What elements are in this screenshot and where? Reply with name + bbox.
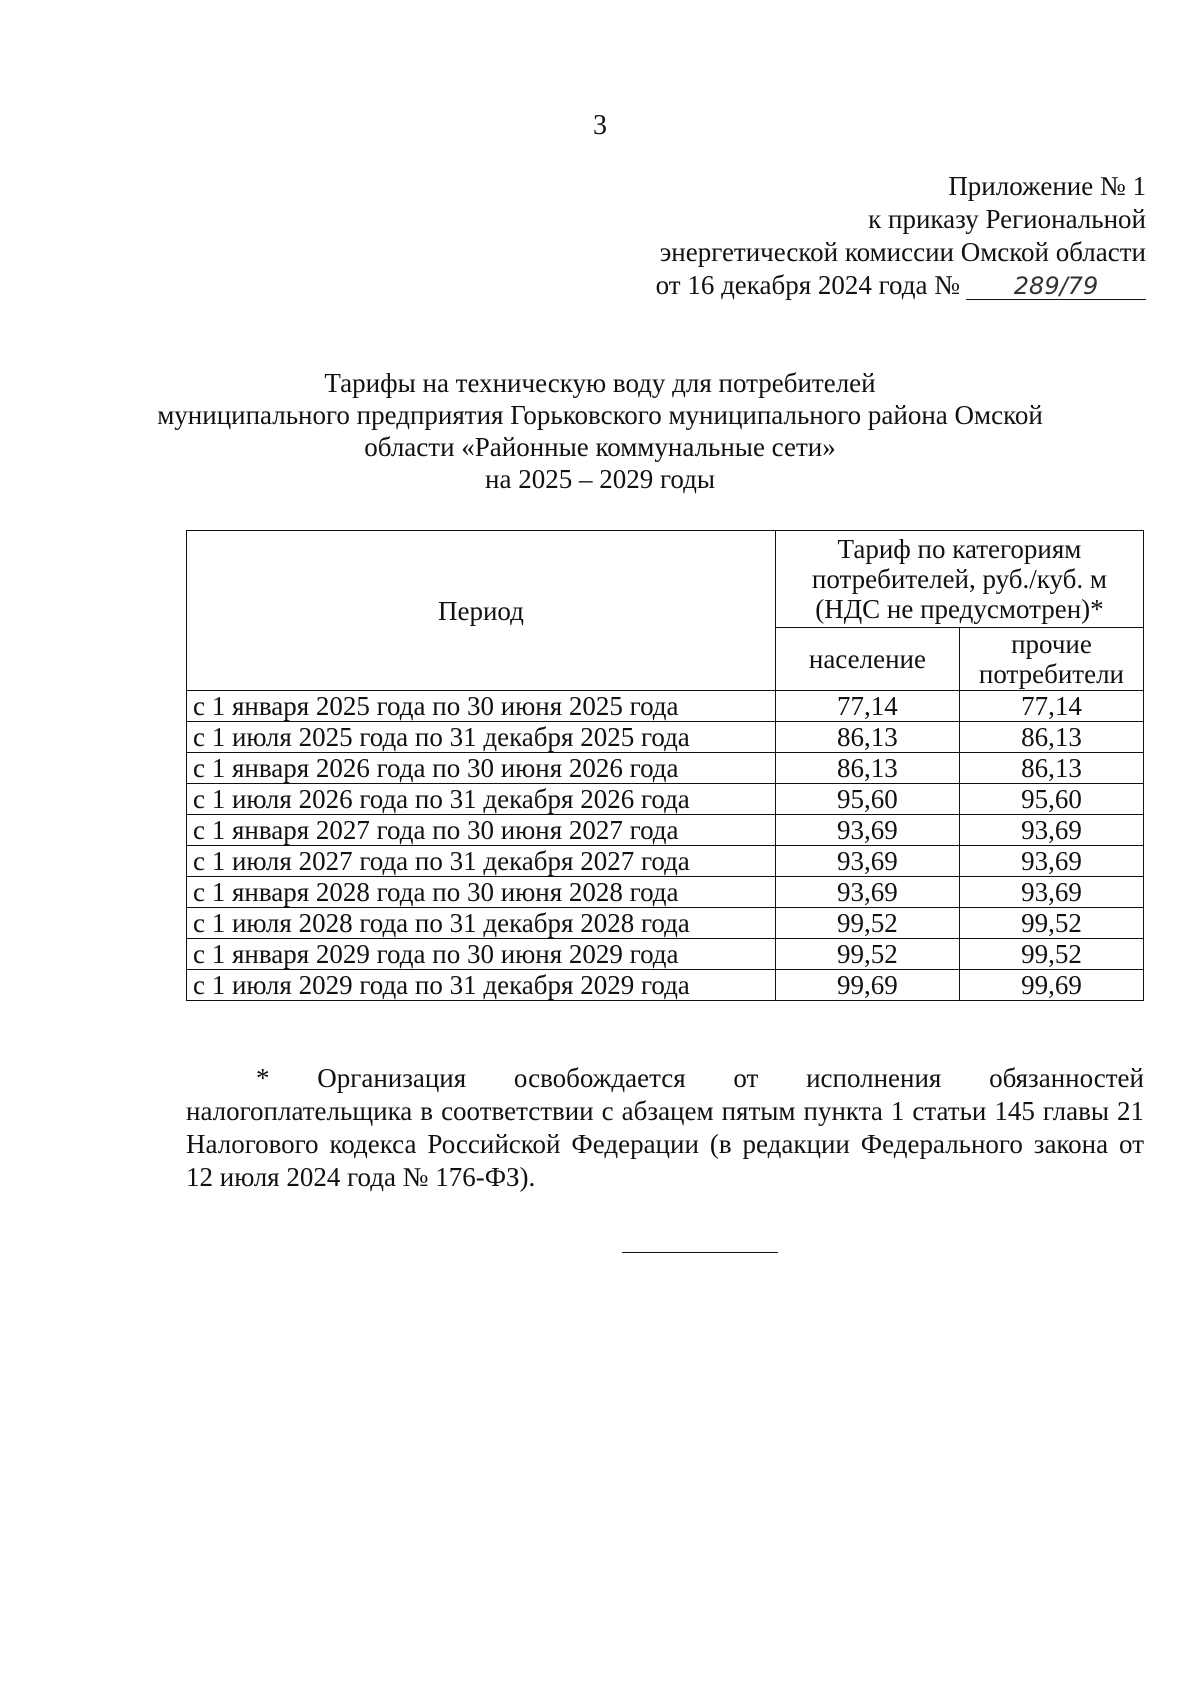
footnote: * Организация освобождается от исполнения обязанностей налогоплательщика в соответствии с абзацем пятым пункта 1 статьи 145 главы 21 Налогового кодекса Российской Федерации (в редакции Федерального закона от 12 июля 2024 года № 176-ФЗ).	[186, 1063, 1144, 1192]
period-cell: с 1 июля 2029 года по 31 декабря 2029 года	[187, 970, 776, 1001]
population-tariff-cell: 93,69	[775, 877, 959, 908]
header-other-consumers: прочие потребители	[959, 628, 1143, 691]
population-tariff-cell: 99,69	[775, 970, 959, 1001]
other-tariff-cell: 95,60	[959, 784, 1143, 815]
population-tariff-cell: 99,52	[775, 908, 959, 939]
other-tariff-cell: 93,69	[959, 877, 1143, 908]
other-tariff-cell: 86,13	[959, 722, 1143, 753]
table-row	[187, 846, 1144, 877]
period-cell: с 1 июля 2026 года по 31 декабря 2026 года	[187, 784, 776, 815]
appendix-date-line	[656, 269, 1146, 302]
population-tariff-cell: 93,69	[775, 846, 959, 877]
population-tariff-cell: 86,13	[775, 753, 959, 784]
period-cell: с 1 июля 2028 года по 31 декабря 2028 года	[187, 908, 776, 939]
other-tariff-cell: 99,69	[959, 970, 1143, 1001]
table-row	[187, 970, 1144, 1001]
other-tariff-cell: 77,14	[959, 691, 1143, 722]
title-line-1: Тарифы на техническую воду для потребителей	[324, 368, 876, 398]
other-tariff-cell: 93,69	[959, 815, 1143, 846]
tariff-table	[186, 530, 1144, 1001]
period-cell: с 1 июля 2025 года по 31 декабря 2025 года	[187, 722, 776, 753]
period-cell: с 1 января 2029 года по 30 июня 2029 года	[187, 939, 776, 970]
other-tariff-cell: 99,52	[959, 908, 1143, 939]
population-tariff-cell: 86,13	[775, 722, 959, 753]
title-line-3: области «Районные коммунальные сети»	[364, 432, 836, 462]
table-row	[187, 877, 1144, 908]
header-population: население	[775, 628, 959, 691]
period-cell: с 1 января 2026 года по 30 июня 2026 года	[187, 753, 776, 784]
population-tariff-cell: 77,14	[775, 691, 959, 722]
table-row	[187, 908, 1144, 939]
other-tariff-cell: 93,69	[959, 846, 1143, 877]
table-row	[187, 753, 1144, 784]
other-tariff-cell: 86,13	[959, 753, 1143, 784]
table-row	[187, 815, 1144, 846]
header-tariff: Тариф по категориям потребителей, руб./куб. м (НДС не предусмотрен)*	[775, 531, 1143, 628]
title-line-4: на 2025 – 2029 годы	[485, 464, 715, 494]
appendix-commission: энергетической комиссии Омской области	[659, 237, 1146, 267]
appendix-title: Приложение № 1	[948, 171, 1146, 201]
period-cell: с 1 января 2028 года по 30 июня 2028 года	[187, 877, 776, 908]
handwritten-order-number: 289/79	[966, 273, 1146, 300]
table-row	[187, 691, 1144, 722]
appendix-order-reference: к приказу Региональной	[868, 204, 1146, 234]
title-line-2: муниципального предприятия Горьковского муниципального района Омской	[157, 400, 1043, 430]
population-tariff-cell: 95,60	[775, 784, 959, 815]
table-row	[187, 939, 1144, 970]
population-tariff-cell: 99,52	[775, 939, 959, 970]
appendix-block	[656, 170, 1146, 302]
population-tariff-cell: 93,69	[775, 815, 959, 846]
page-number: 3	[593, 110, 607, 141]
table-row	[187, 722, 1144, 753]
period-cell: с 1 июля 2027 года по 31 декабря 2027 года	[187, 846, 776, 877]
other-tariff-cell: 99,52	[959, 939, 1143, 970]
period-cell: с 1 января 2025 года по 30 июня 2025 года	[187, 691, 776, 722]
end-divider	[622, 1252, 778, 1253]
header-period: Период	[187, 531, 776, 691]
appendix-date: от 16 декабря 2024 года №	[655, 270, 960, 300]
document-title	[0, 367, 1200, 495]
period-cell: с 1 января 2027 года по 30 июня 2027 года	[187, 815, 776, 846]
table-row	[187, 784, 1144, 815]
